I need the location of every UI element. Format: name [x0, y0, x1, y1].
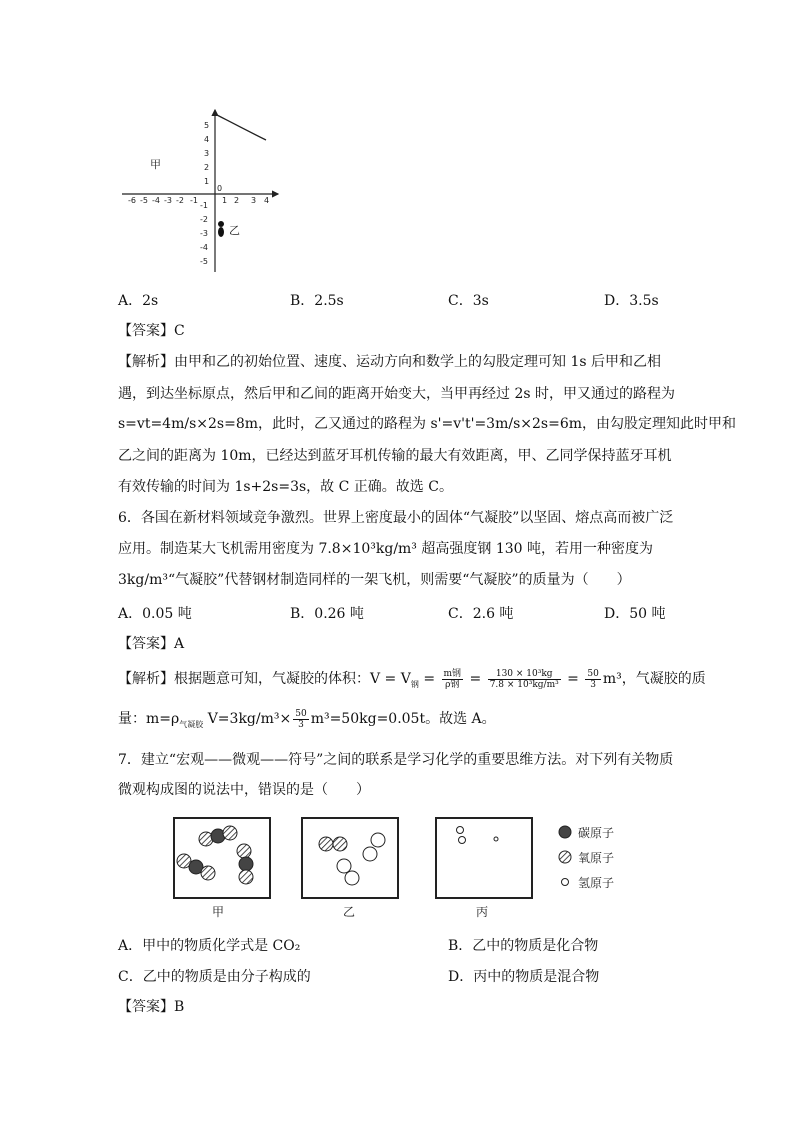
option-c: C．乙中的物质是由分子构成的: [118, 969, 311, 985]
legend-carbon: 碳原子: [578, 826, 615, 840]
q7-answer: 【答案】B: [118, 999, 185, 1015]
q6-analysis-mass-line: 量：$m=\rho_{气凝胶}$ V=3kg/m³× $\frac{50}{3}$ m³=50kg=0.05t。故选 A。: [118, 708, 496, 730]
fraction-m-over-rho: $\frac{\text{m钢}}{\text{ρ钢}}$: [443, 668, 462, 690]
origin-label: 0: [217, 184, 223, 193]
coordinate-graph: [118, 108, 308, 276]
q7-stem-line: 7．建立“宏观——微观——符号”之间的联系是学习化学的重要思维方法。对下列有关物质: [118, 752, 674, 768]
x-tick-label: 4: [264, 196, 270, 205]
analysis-prefix: 【解析】根据题意可知，气凝胶的体积：: [118, 671, 370, 687]
x-tick-label: 2: [234, 196, 240, 205]
y-tick-label: -1: [200, 201, 208, 210]
legend-hydrogen: 氢原子: [578, 876, 615, 890]
fraction-values: $\frac{\text{130 × 10³kg}}{\text{7.8 × 10³kg/m³}}$: [489, 668, 559, 690]
analysis-suffix: ，气凝胶的质: [621, 671, 706, 687]
box-bing: [436, 818, 532, 898]
label-yi: 乙: [229, 224, 240, 237]
option-b: B．0.26 吨: [290, 606, 364, 622]
formula-subscript: 钢: [410, 679, 419, 689]
x-tick-labels: [128, 196, 269, 205]
label-jia: 甲: [150, 158, 161, 171]
option-d: D．3.5s: [604, 293, 659, 309]
q6-stem-line: 3kg/m³“气凝胶”代替钢材制造同样的一架飞机，则需要“气凝胶”的质量为（ ）: [118, 572, 631, 588]
person-yi-figure: [218, 221, 224, 237]
x-tick-label: -4: [152, 196, 160, 205]
label-box-yi: 乙: [343, 905, 356, 919]
y-tick-label: 1: [204, 177, 210, 186]
x-tick-label: 3: [251, 196, 257, 205]
trajectory-curve: [215, 114, 266, 140]
box-yi: [302, 818, 398, 898]
q6-stem-line: 应用。制造某大飞机需用密度为 7.8×10³kg/m³ 超高强度钢 130 吨，若用一种密度为: [118, 541, 653, 557]
q5-analysis-line: s=vt=4m/s×2s=8m，此时，乙又通过的路程为 s'=v't'=3m/s×2s=6m，由勾股定理知此时甲和: [118, 416, 736, 432]
carbon-atom-legend-icon: [559, 826, 571, 838]
y-tick-label: 4: [204, 135, 210, 144]
legend: [559, 825, 614, 890]
x-tick-label: 1: [222, 196, 228, 205]
label-box-bing: 丙: [476, 905, 489, 919]
fraction-result: $\frac{50}{3}$: [587, 668, 599, 690]
option-d: D．丙中的物质是混合物: [448, 969, 600, 985]
option-b: B．2.5s: [290, 293, 344, 309]
q5-analysis-line: 【解析】由甲和乙的初始位置、速度、运动方向和数学上的勾股定理可知 1s 后甲和乙相: [118, 354, 661, 370]
option-c: C．3s: [448, 293, 489, 309]
x-tick-label: -6: [128, 196, 136, 205]
x-tick-label: -5: [140, 196, 148, 205]
q6-answer: 【答案】A: [118, 636, 185, 652]
y-tick-label: -5: [200, 257, 208, 266]
q5-analysis-line: 遇，到达坐标原点，然后甲和乙间的距离开始变大，当甲再经过 2s 时，甲又通过的路程为: [118, 386, 675, 402]
formula-unit: m³: [602, 671, 622, 687]
label-box-jia: 甲: [212, 905, 225, 919]
hydrogen-atom-legend-icon: [562, 879, 569, 886]
q5-analysis-line: 有效传输的时间为 1s+2s=3s，故 C 正确。故选 C。: [118, 479, 453, 495]
y-tick-label: 5: [204, 121, 210, 130]
option-d: D．50 吨: [604, 606, 666, 622]
y-tick-label: 2: [204, 163, 210, 172]
q6-stem-line: 6．各国在新材料领域竞争激烈。世界上密度最小的固体“气凝胶”以坚固、熔点高而被广泛: [118, 510, 674, 526]
x-tick-label: -2: [176, 196, 184, 205]
q6-analysis-formula-line: 【解析】根据题意可知，气凝胶的体积：$V = V_钢$ = $\frac{\text{m钢}}{\text{ρ钢}}$ = $\frac{\text{130 × 10³kg}}{\text{7.8 × 10³kg/m³}}$ = $\frac{50}{3}$ m³，气凝胶的质: [118, 668, 706, 690]
option-b: B．乙中的物质是化合物: [448, 938, 599, 954]
x-tick-label: -1: [190, 196, 198, 205]
q5-answer: 【答案】C: [118, 323, 185, 339]
y-tick-label: -4: [200, 243, 208, 252]
molecule-figure: [160, 806, 640, 924]
x-tick-label: -3: [164, 196, 172, 205]
fraction-50-3: $\frac{50}{3}$: [295, 708, 307, 730]
q5-analysis-line: 乙之间的距离为 10m，已经达到蓝牙耳机传输的最大有效距离，甲、乙同学保持蓝牙耳机: [118, 448, 672, 464]
y-tick-label: 3: [204, 149, 210, 158]
y-tick-label: -2: [200, 215, 208, 224]
option-a: A．0.05 吨: [118, 606, 192, 622]
option-a: A．2s: [118, 293, 159, 309]
y-tick-label: -3: [200, 229, 208, 238]
formula-v: V = V: [370, 671, 411, 687]
option-a: A．甲中的物质化学式是 CO₂: [118, 938, 301, 954]
legend-oxygen: 氧原子: [578, 851, 615, 865]
option-c: C．2.6 吨: [448, 606, 514, 622]
q7-stem-line: 微观构成图的说法中，错误的是（ ）: [118, 782, 370, 798]
oxygen-atom-legend-icon: [559, 851, 571, 863]
